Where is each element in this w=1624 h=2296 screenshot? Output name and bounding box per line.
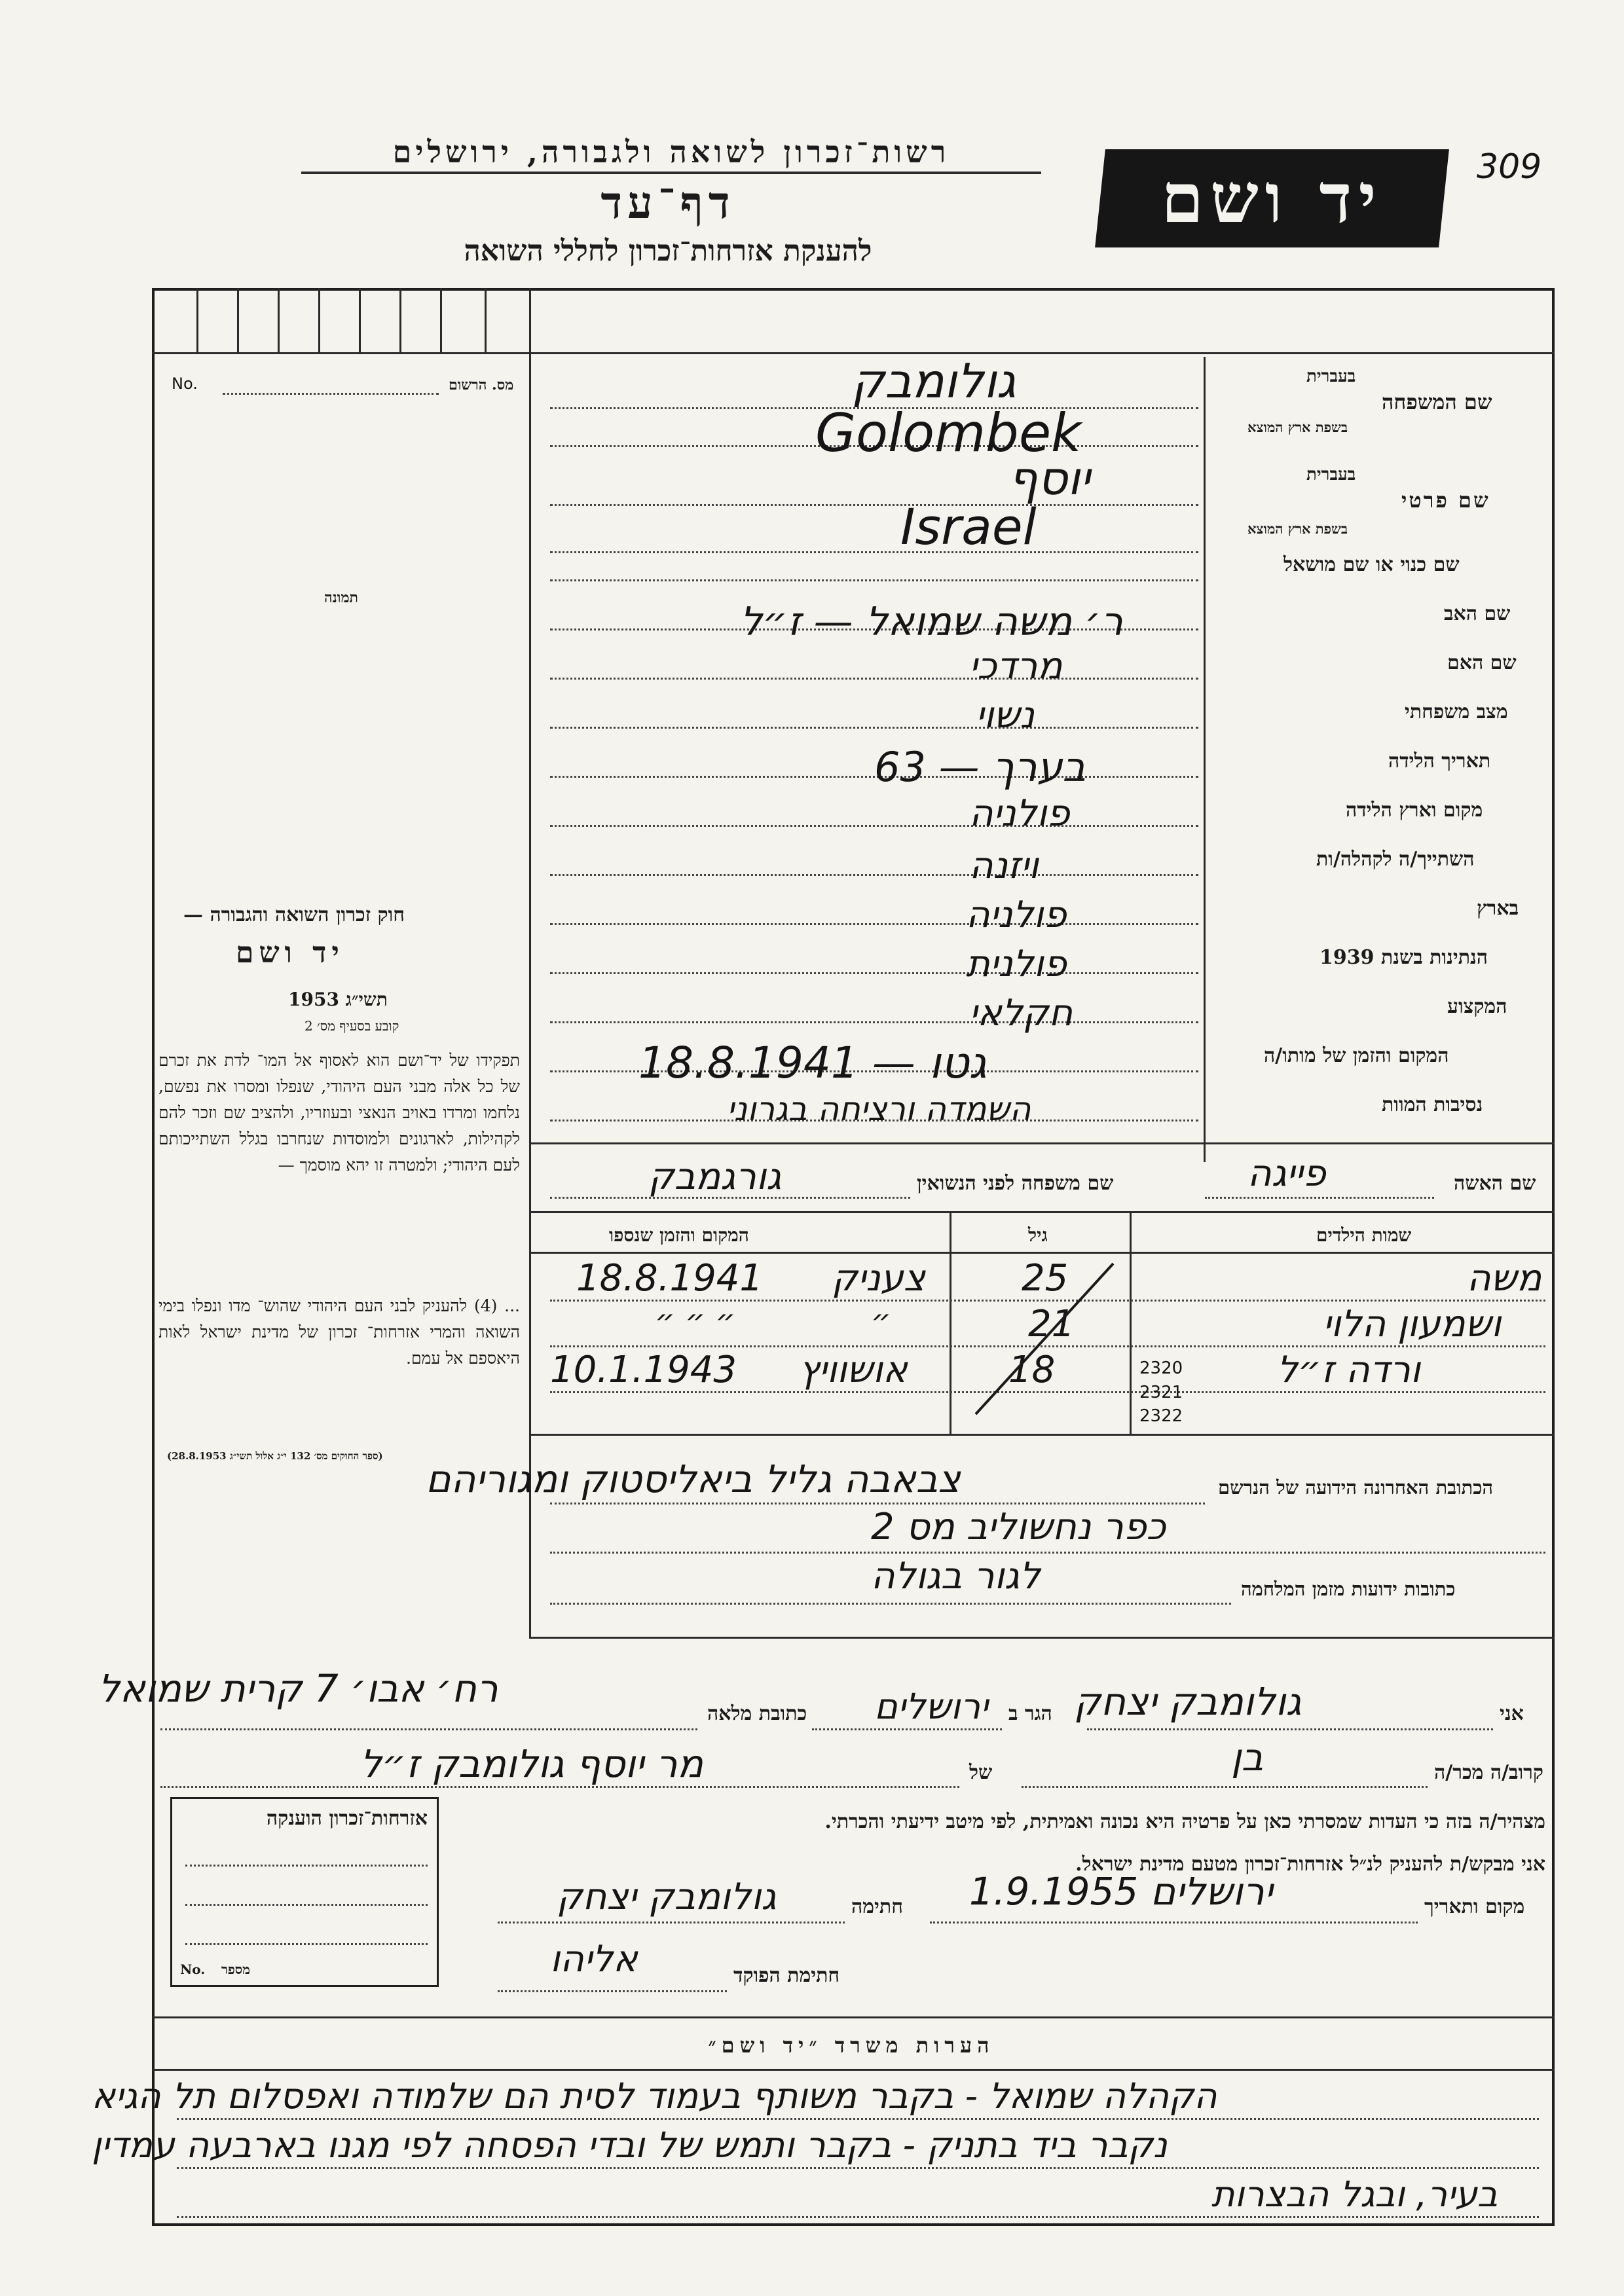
death-circumstances-label: נסיבות המוות [1382,1093,1483,1116]
child-date: 18.8.1941 [576,1257,764,1300]
family-name-hebrew-sub: בעברית [1306,367,1356,386]
nickname-label: שם כנוי או שם מושאל [1283,553,1460,576]
wartime-addresses-label: כתובות ידועות מזמן המלחמה [1241,1578,1456,1600]
marital-line [550,727,1198,729]
form-subtitle: להענקת אזרחות־זכרון לחללי השואה [464,234,872,268]
resident-value: ירושלים [874,1686,989,1727]
profession-value: חקלאי [969,992,1073,1034]
child-name: משה [1467,1257,1542,1300]
office-note-line-3: בעיר, ובגל הבצרות [1211,2174,1498,2215]
first-name-hebrew: יוסף [1008,452,1090,505]
place-date-value: ירושלים 1.9.1955 [969,1869,1273,1914]
mother-line [550,678,1198,680]
relative-label: קרוב/ה מכר/ה [1434,1761,1543,1784]
label-column-divider [1204,357,1206,1162]
marital-label: מצב משפחתי [1405,701,1508,723]
country-label: בארץ [1477,897,1519,920]
death-circumstances-value: השמדה ורציחה בגרוני [727,1090,1031,1128]
age-header: גיל [1028,1224,1048,1246]
office-notes-title: הערות משרד ״יד ושם״ [708,2033,995,2058]
relative-value: בן [1231,1735,1264,1779]
citizenship-box-line [185,1943,428,1945]
citizenship-line [550,972,1198,974]
family-name-label: שם המשפחה [1382,390,1492,414]
authority-underline [301,172,1041,174]
registration-no: No. [172,374,198,393]
country-value: פולניה [966,894,1067,936]
family-name-origin-sub: בשפת ארץ המוצא [1247,419,1348,435]
citizenship-value: פולנית [966,943,1067,985]
citizenship-box-line [185,1904,428,1906]
law-title: חוק זכרון השואה והגבורה — [183,903,405,926]
last-address-line-2 [550,1552,1545,1554]
officer-line [498,1990,727,1992]
maiden-name-value: גורגמבק [648,1156,782,1198]
nickname-line [550,579,1198,581]
reg-cell [440,288,442,352]
office-note-line-1: הקהלה שמואל - בקבר משותף בעמוד לסית הם שלמודה ואפסלום תל הגיא [92,2075,1217,2117]
logo-text: יד ושם [1161,158,1383,238]
first-name-hebrew-sub: בעברית [1306,465,1356,484]
child-place: אושוויץ [799,1349,908,1391]
citizenship-box-no: No. [180,1961,206,1977]
resident-label: הגר ב [1008,1702,1052,1725]
first-name-line [550,504,1198,506]
maiden-name-label: שם משפחה לפני הנשואין [917,1172,1114,1195]
reg-cell [318,288,320,352]
rule-under-notes-title [152,2069,1555,2071]
child-date: ״ ״ ״ [655,1303,736,1339]
reg-cell [485,288,487,352]
child-age: 25 [1022,1257,1069,1300]
children-header-rule [529,1252,1555,1254]
mother-value: מרדכי [969,645,1063,687]
birth-place-value: פולניה [969,792,1070,835]
community-value: ויזנה [969,845,1039,887]
citizenship-box-number-label: מספר [221,1961,250,1977]
declaration-request: אני מבקש/ת להעניק לנ״ל אזרחות־זכרון מטעם מדינת ישראל. [1075,1853,1545,1876]
officer-signature-value: אליהו [550,1938,638,1980]
reg-box-bottom [152,352,529,354]
relative-line [1022,1786,1428,1788]
signature-line [498,1922,845,1923]
first-origin-line [550,551,1198,553]
father-value: ר׳ משה שמואל — ז״ל [740,599,1123,645]
full-address-label: כתובת מלאה [707,1702,807,1725]
family-name-origin: Golombek [815,403,1082,464]
child-name: ושמעון הלוי [1323,1303,1502,1345]
form-title: דף־עד [600,177,735,229]
reg-cell [399,288,401,352]
birth-date-value: בערך — 63 [874,743,1086,791]
wife-label: שם האשה [1454,1172,1536,1195]
wartime-addresses-value: לגור בגולה [871,1555,1041,1597]
last-address-value: צבאבה גליל ביאליסטוק ומגוריהם [426,1457,961,1501]
child-date: 10.1.1943 [550,1349,737,1391]
declarant-value: גולומבק יצחק [1074,1679,1302,1724]
profession-label: המקצוע [1447,995,1507,1018]
country-line [550,923,1198,925]
archive-number: 309 [1477,147,1542,187]
rule-before-office-notes [152,2016,1555,2018]
law-name: יד ושם [236,936,344,970]
of-label: של [969,1761,993,1784]
father-label: שם האב [1444,602,1511,625]
law-section: קובע בסעיף מס׳ 2 [304,1018,399,1034]
registration-line [223,393,439,395]
signature-label: חתימה [851,1895,903,1918]
stamp-number: 2322 [1139,1406,1183,1426]
wife-line [1205,1197,1434,1199]
photo-label: תמונה [324,589,358,606]
reg-cell [359,288,361,352]
community-label: השתייך/ה לקהלה/ות [1316,848,1475,871]
citizenship-box-line [185,1865,428,1867]
marital-value: נשוי [976,694,1035,737]
law-reference: (ספר החוקים מס׳ 132 י״ג אלול תשי״ג 28.8.1953) [167,1450,383,1462]
rule-before-declaration [529,1637,1555,1639]
reg-cell [237,288,239,352]
citizenship-granted-box [170,1797,439,1987]
last-address-label: הכתובת האחרונה הידועה של הנרשם [1218,1476,1494,1499]
child-age: 21 [1028,1303,1075,1345]
first-name-origin-sub: בשפת ארץ המוצא [1247,520,1348,537]
registration-label: מס. הרשום [449,376,514,393]
declaration-statement: מצהיר/ה בזה כי העדות שמסרתי כאן על פרטיה היא נכונה ואמיתית, לפי מיטב ידיעתי והכרתי. [824,1810,1545,1833]
wife-value: פייגה [1247,1152,1326,1195]
place-date-line [930,1922,1418,1923]
stamp-number: 2320 [1139,1358,1183,1378]
place-date-label: מקום ותאריך [1424,1895,1525,1918]
notes-line [177,2167,1539,2169]
community-line [550,874,1198,876]
child-place: צעניק [832,1257,925,1300]
notes-line [177,2118,1539,2120]
reg-cell [196,288,198,352]
children-bottom-rule [529,1434,1555,1436]
child-name: ורדה ז״ל [1277,1349,1421,1391]
citizenship-box-title: אזרחות־זכרון הוענקה [266,1807,428,1830]
last-address-line [550,1503,1205,1504]
of-line [160,1786,959,1788]
last-address-value-2: כפר נחשוליב מס 2 [871,1506,1166,1548]
stamp-number: 2321 [1139,1383,1183,1402]
maiden-line [550,1197,910,1199]
family-name-hebrew: גולומבק [851,354,1016,409]
of-value: מר יוסף גולומבק ז״ל [360,1741,703,1786]
birth-place-line [550,825,1198,827]
signature-value: גולומבק יצחק [557,1876,777,1918]
first-name-origin: Israel [900,498,1037,556]
full-address-value: רח׳ אבו׳ 7 קרית שמואל [98,1666,498,1711]
authority-line: רשות־זכרון לשואה ולגבורה, ירושלים [392,134,950,170]
mother-label: שם האם [1447,651,1517,674]
place-time-perished-header: המקום והזמן שנספו [609,1224,749,1246]
birth-date-label: תאריך הלידה [1388,750,1491,773]
resident-line [812,1728,1002,1730]
law-text: תפקידו של יד־ושם הוא לאסוף אל המו־ לדת את זכרם של כל אלה מבני העם היהודי, שנפלו ומסרו את נפשם, נלחמו ומרדו באויב הנאצי ובעוזריו, ולהציב שם וזכר להם לקהילות, לארגונים ולמוסדות שנחרבו בגלל השתייכותם לעם היהודי; ולמטרה זו יהא מוסמך — [158,1051,520,1175]
declarant-line [1087,1728,1493,1730]
declarant-label: אני [1500,1702,1524,1725]
logo [1095,149,1449,247]
top-right-rule [529,352,1555,354]
rule-before-wife [529,1142,1555,1144]
first-name-label: שם פרטי [1401,488,1490,513]
death-place-time-value: גטו — 18.8.1941 [638,1038,987,1088]
slash-mark [950,1257,1146,1427]
office-note-line-2: נקבר ביד בתניק - בקבר ותמש של ובדי הפסחה לפי מגנו בארבעה עמדין [92,2124,1168,2166]
reg-cell [278,288,280,352]
child-age: 18 [1008,1349,1056,1391]
death-place-time-label: המקום והזמן של מותו/ה [1264,1044,1449,1067]
rule-before-children [529,1211,1555,1213]
wartime-line [550,1603,1231,1605]
profession-line [550,1021,1198,1023]
law-clause: ... (4) להעניק לבני העם היהודי שהוש־ מדו ונפלו בימי השואה והמרי אזרחות־ זכרון של מדינת ישראל לאות היאספם אל עמם. [158,1296,521,1368]
address-line [160,1728,697,1730]
child-place: ״ [871,1303,891,1339]
officer-signature-label: חתימת הפוקד [733,1964,840,1987]
birth-place-label: מקום וארץ הלידה [1346,799,1483,822]
notes-line [177,2216,1539,2218]
children-names-header: שמות הילדים [1316,1224,1412,1246]
citizenship-label: הנתינות בשנת 1939 [1320,946,1488,969]
law-year: תשי״ג 1953 [288,989,388,1010]
